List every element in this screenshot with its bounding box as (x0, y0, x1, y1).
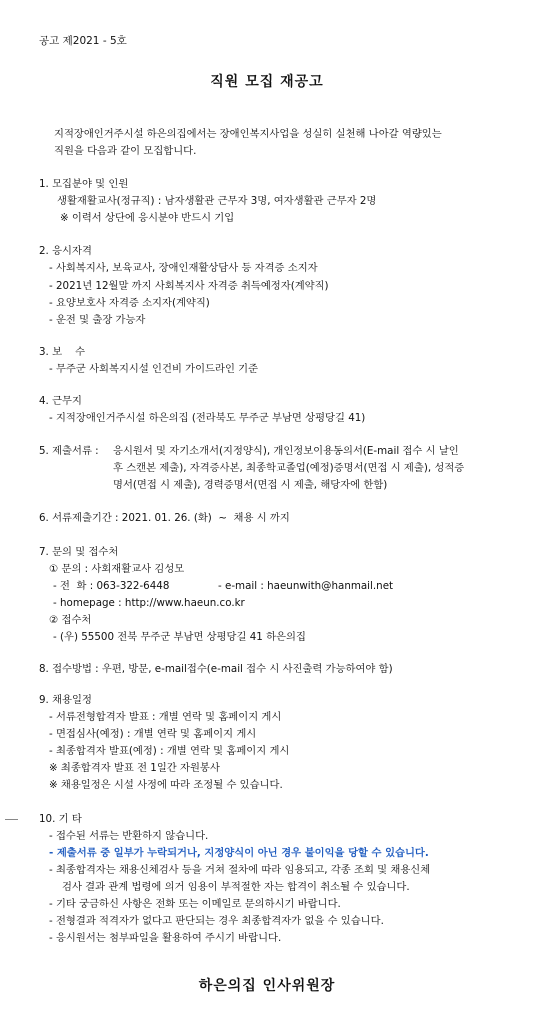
section-note: ※ 이력서 상단에 응시분야 반드시 기입 (60, 212, 235, 224)
section-note: ※ 채용일정은 시설 사정에 따라 조정될 수 있습니다. (49, 779, 283, 791)
section-line: - 면접심사(예정) : 개별 연락 및 홈페이지 게시 (49, 728, 257, 740)
section-heading: 2. 응시자격 (39, 245, 92, 257)
section-heading: 7. 문의 및 접수처 (39, 546, 119, 558)
section-line: - 운전 및 출장 가능자 (49, 314, 146, 326)
section-line: 후 스캔본 제출), 자격증사본, 최종학교졸업(예정)증명서(면접 시 제출), 성적증 (113, 462, 465, 474)
section-line: - 최종합격자 발표(예정) : 개별 연락 및 홈페이지 게시 (49, 745, 290, 757)
section-line: - 기타 궁금하신 사항은 전화 또는 이메일로 문의하시기 바랍니다. (49, 898, 341, 910)
section-line: - 최종합격자는 채용신체검사 등을 거쳐 절차에 따라 임용되고, 각종 조회 및 채용신체 (49, 864, 431, 876)
section-line: 응시원서 및 자기소개서(지정양식), 개인정보이용동의서(E-mail 접수 시 날인 (113, 445, 459, 457)
section-heading: 10. 기 타 (39, 813, 82, 825)
issuer-signature: 하은의집 인사위원장 (198, 978, 336, 994)
section-line: - 접수된 서류는 반환하지 않습니다. (49, 830, 209, 842)
section-heading: 9. 채용일정 (39, 694, 92, 706)
section-note: ※ 최종합격자 발표 전 1일간 자원봉사 (49, 762, 220, 774)
section-line: - 지적장애인거주시설 하은의집 (전라북도 무주군 부남면 상평당길 41) (49, 412, 366, 424)
intro-line: 지적장애인거주시설 하은의집에서는 장애인복지사업을 성실히 실천해 나아갈 역량있는 (54, 128, 442, 140)
section-line: ② 접수처 (49, 614, 92, 626)
section-line: - 응시원서는 첨부파일을 활용하여 주시기 바랍니다. (49, 932, 282, 944)
phone-line: - 전 화 : 063-322-6448 (53, 580, 170, 592)
section-line: 검사 결과 관계 법령에 의거 임용이 부적절한 자는 합격이 취소될 수 있습니다. (62, 881, 410, 893)
section-line: 8. 접수방법 : 우편, 방문, e-mail접수(e-mail 접수 시 사진출력 가능하여야 함) (39, 663, 393, 675)
address-line: - (우) 55500 전북 무주군 부남면 상평당길 41 하은의집 (53, 631, 306, 643)
section-line: - 2021년 12월말 까지 사회복지사 자격증 취득예정자(계약직) (49, 280, 329, 292)
section-heading: 1. 모집분야 및 인원 (39, 178, 129, 190)
margin-mark (5, 819, 18, 820)
section-line: 6. 서류제출기간 : 2021. 01. 26. (화) ~ 채용 시 까지 (39, 512, 290, 524)
intro-line: 직원을 다음과 같이 모집합니다. (54, 145, 197, 157)
email-line: - e-mail : haeunwith@hanmail.net (218, 580, 394, 592)
section-line: - 서류전형합격자 발표 : 개별 연락 및 홈페이지 게시 (49, 711, 282, 723)
section-line: 생활재활교사(정규직) : 남자생활관 근무자 3명, 여자생활관 근무자 2명 (57, 195, 377, 207)
section-line: - 전형결과 적격자가 없다고 판단되는 경우 최종합격자가 없을 수 있습니다. (49, 915, 384, 927)
section-line: - 요양보호사 자격증 소지자(계약직) (49, 297, 210, 309)
section-heading: 3. 보 수 (39, 346, 86, 358)
highlight-warning-line: - 제출서류 중 일부가 누락되거나, 지정양식이 아닌 경우 불이익을 당할 수 있습니다. (49, 847, 429, 859)
section-heading: 4. 근무지 (39, 395, 82, 407)
homepage-line: - homepage : http://www.haeun.co.kr (53, 597, 245, 609)
notice-number: 공고 제2021 - 5호 (39, 35, 127, 47)
section-line: - 무주군 사회복지시설 인건비 가이드라인 기준 (49, 363, 259, 375)
section-line: ① 문의 : 사회재활교사 김성모 (49, 563, 185, 575)
page-title: 직원 모집 재공고 (210, 74, 324, 90)
section-line: 명서(면접 시 제출), 경력증명서(면접 시 제출, 해당자에 한함) (113, 479, 388, 491)
section-label: 5. 제출서류 : (39, 445, 99, 457)
section-line: - 사회복지사, 보육교사, 장애인재활상담사 등 자격증 소지자 (49, 262, 318, 274)
